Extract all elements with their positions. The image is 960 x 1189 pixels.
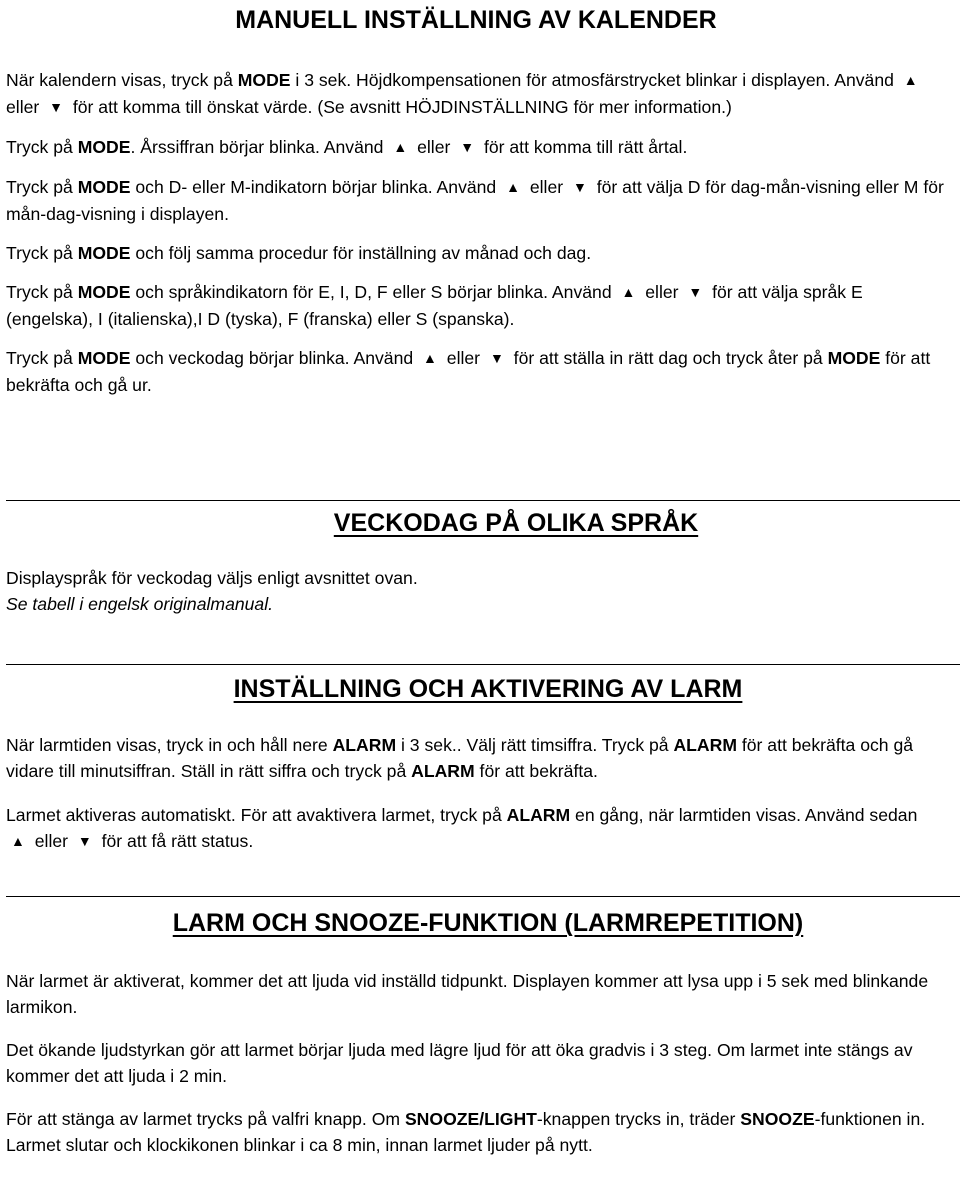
triangle-down-icon: ▼: [460, 139, 475, 155]
text-run: för att bekräfta och gå vidare till minutsiffran. Ställ in rätt siffra och tryck på: [6, 735, 914, 781]
text-run: -knappen trycks in, träder: [536, 1109, 741, 1129]
text-run: för att få rätt status.: [96, 831, 254, 851]
section-snooze: [18, 908, 958, 938]
section-alarm-body: [6, 732, 946, 855]
section-calendar: [6, 5, 946, 35]
heading-alarm: [18, 674, 958, 704]
heading-weekday-text: VECKODAG PÅ OLIKA SPRÅK: [333, 509, 699, 537]
text-run: Tryck på: [6, 137, 78, 157]
triangle-down-icon: ▼: [77, 833, 92, 849]
heading-snooze: [18, 908, 958, 938]
text-run: för att komma till önskat värde. (Se avsnitt HÖJDINSTÄLLNING för mer information.): [68, 97, 732, 117]
text-run: Tryck på: [6, 282, 78, 302]
triangle-down-icon: ▼: [49, 99, 63, 115]
divider: [6, 664, 960, 665]
heading-calendar: MANUELL INSTÄLLNING AV KALENDER: [235, 6, 717, 34]
bold-keyword: SNOOZE: [740, 1109, 815, 1129]
paragraph: Displayspråk för veckodag väljs enligt avsnittet ovan.: [6, 568, 418, 588]
paragraph: [6, 67, 946, 121]
triangle-up-icon: ▲: [11, 833, 25, 849]
triangle-down-icon: ▼: [573, 179, 587, 195]
text-run: eller: [640, 282, 684, 302]
paragraph: [6, 732, 946, 784]
paragraph: [6, 345, 946, 398]
text-run: och D- eller M-indikatorn börjar blinka. Använd: [130, 177, 502, 197]
text-run: för att välja språk E (engelska), I (italienska),I D (tyska), F (franska) eller S (spanska).: [6, 282, 863, 329]
triangle-up-icon: ▲: [506, 179, 520, 195]
text-run: en gång, när larmtiden visas. Använd sedan: [570, 805, 918, 825]
text-run: eller: [441, 348, 485, 368]
text-run: För att stänga av larmet trycks på valfri knapp. Om: [6, 1109, 405, 1129]
text-run: Larmet aktiveras automatiskt. För att avaktivera larmet, tryck på: [6, 805, 507, 825]
bold-keyword: MODE: [237, 70, 291, 90]
heading-snooze-text: LARM OCH SNOOZE-FUNKTION (LARMREPETITION): [172, 909, 804, 937]
triangle-up-icon: ▲: [903, 72, 918, 88]
bold-keyword: ALARM: [506, 805, 571, 825]
bold-keyword: ALARM: [673, 735, 737, 755]
bold-keyword: MODE: [77, 348, 131, 368]
paragraph: [6, 174, 946, 227]
bold-keyword: SNOOZE/LIGHT: [404, 1109, 537, 1129]
text-run: eller: [524, 177, 568, 197]
triangle-down-icon: ▼: [489, 350, 504, 366]
paragraph: När larmet är aktiverat, kommer det att ljuda vid inställd tidpunkt. Displayen kommer att lysa upp i 5 sek med blinkande larmikon.: [6, 971, 929, 1017]
bold-keyword: MODE: [77, 177, 131, 197]
bold-keyword: ALARM: [411, 761, 475, 781]
text-run: När kalendern visas, tryck på: [6, 70, 238, 90]
divider: [6, 896, 960, 897]
heading-alarm-text: INSTÄLLNING OCH AKTIVERING AV LARM: [233, 675, 743, 703]
bold-keyword: MODE: [77, 137, 131, 157]
text-run: eller: [29, 831, 73, 851]
triangle-up-icon: ▲: [621, 284, 636, 300]
section-weekday-body: [6, 565, 946, 617]
paragraph: [6, 279, 946, 332]
paragraph: [6, 240, 946, 266]
text-run: och veckodag börjar blinka. Använd: [130, 348, 419, 368]
text-run: för att ställa in rätt dag och tryck åter på: [508, 348, 828, 368]
triangle-down-icon: ▼: [688, 284, 703, 300]
paragraph-italic: [6, 591, 946, 617]
section-snooze-body: [6, 968, 946, 1158]
text-run: i 3 sek.. Välj rätt timsiffra. Tryck på: [396, 735, 674, 755]
text-run: eller: [6, 97, 45, 117]
text-run: och språkindikatorn för E, I, D, F eller S börjar blinka. Använd: [130, 282, 617, 302]
text-run: för att bekräfta.: [474, 761, 598, 781]
text-run: eller: [412, 137, 456, 157]
text-run: och följ samma procedur för inställning av månad och dag.: [130, 243, 592, 263]
bold-keyword: MODE: [77, 243, 131, 263]
section-calendar-body: [6, 67, 946, 398]
paragraph: [6, 1106, 946, 1158]
text-run: . Årssiffran börjar blinka. Använd: [130, 137, 389, 157]
heading-weekday: [46, 508, 960, 538]
section-alarm: [18, 674, 958, 704]
triangle-up-icon: ▲: [423, 350, 437, 366]
bold-keyword: MODE: [827, 348, 881, 368]
triangle-up-icon: ▲: [393, 139, 408, 155]
paragraph: [6, 802, 946, 855]
section-weekday: [46, 508, 960, 538]
italic-note: Se tabell i engelsk originalmanual.: [6, 594, 273, 614]
bold-keyword: MODE: [77, 282, 131, 302]
divider: [6, 500, 960, 501]
text-run: i 3 sek. Höjdkompensationen för atmosfärstrycket blinkar i displayen. Använd: [290, 70, 899, 90]
paragraph: Det ökande ljudstyrkan gör att larmet börjar ljuda med lägre ljud för att öka gradvis i 3 steg. Om larmet inte stängs av kommer det att ljuda i 2 min.: [6, 1040, 913, 1086]
text-run: -funktionen in. Larmet slutar och klockikonen blinkar i ca 8 min, innan larmet ljuder på nytt.: [6, 1109, 926, 1155]
text-run: för att komma till rätt årtal.: [479, 137, 688, 157]
text-run: Tryck på: [6, 177, 78, 197]
text-run: för att bekräfta och gå ur.: [6, 348, 931, 395]
text-run: Tryck på: [6, 243, 78, 263]
text-run: Tryck på: [6, 348, 78, 368]
text-run: När larmtiden visas, tryck in och håll nere: [6, 735, 333, 755]
paragraph: [6, 134, 946, 161]
text-run: för att välja D för dag-mån-visning eller M för mån-dag-visning i displayen.: [6, 177, 944, 224]
bold-keyword: ALARM: [332, 735, 397, 755]
